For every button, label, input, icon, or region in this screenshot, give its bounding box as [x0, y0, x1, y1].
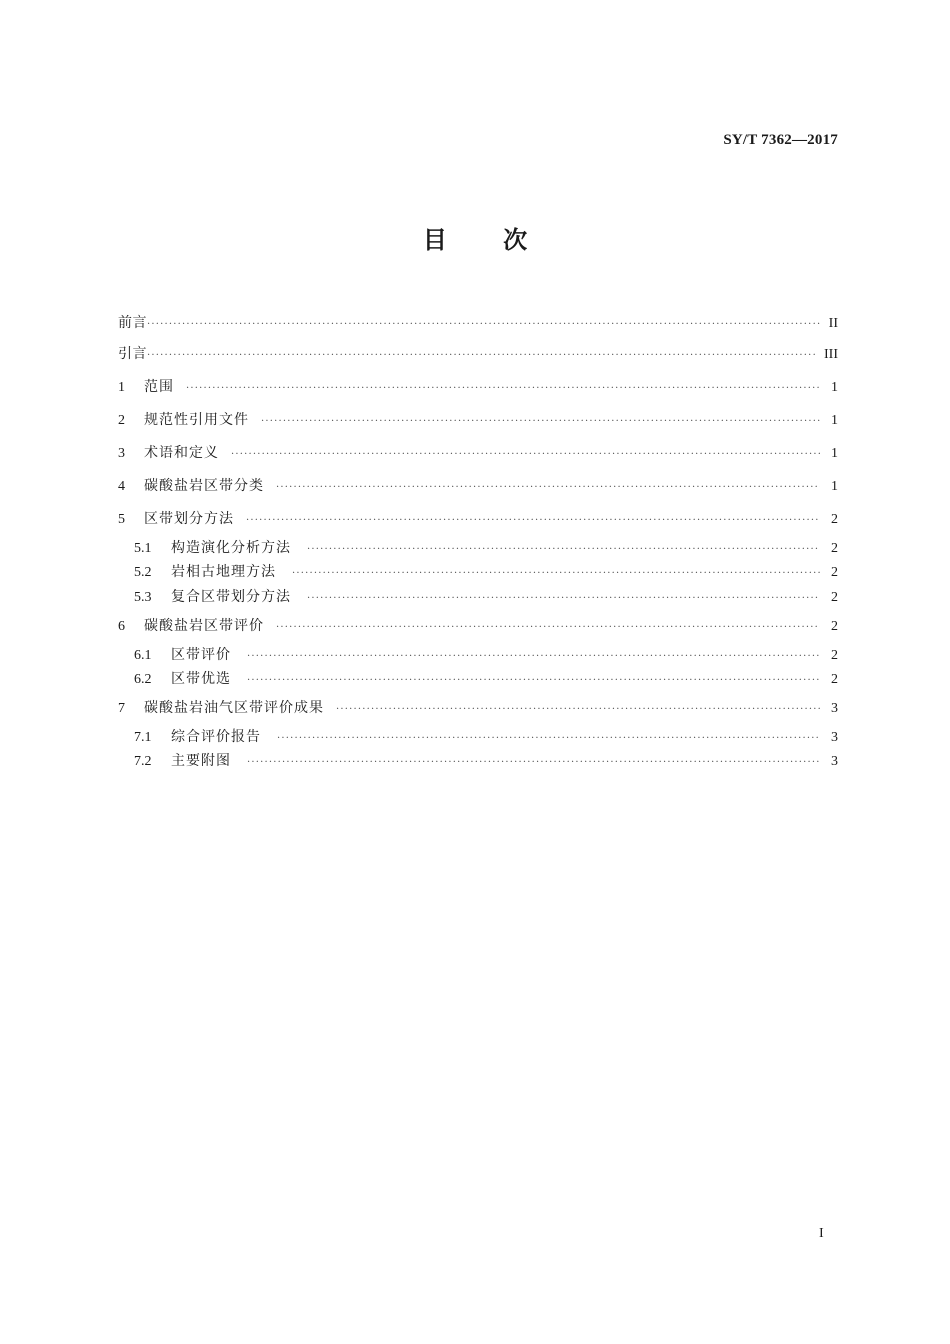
toc-entry-1[interactable]: [118, 376, 838, 396]
toc-entry-label: 综合评价报告: [171, 729, 261, 745]
toc-entry-7[interactable]: [118, 697, 838, 717]
toc-entry-number: 3: [118, 446, 125, 461]
toc-entry-label: 区带优选: [171, 671, 231, 687]
toc-entry-label: 构造演化分析方法: [171, 540, 291, 556]
toc-leader-dots: [307, 544, 820, 555]
toc-title-char-2: 次: [503, 226, 528, 254]
toc-entry-number: 2: [118, 413, 125, 428]
toc-entry-page: 1: [831, 446, 838, 461]
toc-leader-dots: [247, 675, 820, 686]
toc-entry-4[interactable]: [118, 475, 838, 495]
toc-entry-page: 1: [831, 413, 838, 428]
toc-entry-label: 区带划分方法: [144, 511, 234, 527]
toc-leader-dots: [147, 350, 816, 361]
toc-entry-7-1[interactable]: [134, 726, 838, 746]
toc-entry-number: 7: [118, 701, 125, 716]
toc-entry-number: 5.1: [134, 541, 152, 556]
toc-entry-page: 2: [831, 565, 838, 580]
toc-entry-page: 2: [831, 648, 838, 663]
toc-entry-label: 主要附图: [171, 753, 231, 769]
toc-entry-label: 碳酸盐岩区带分类: [144, 478, 264, 494]
toc-entry-page: 3: [831, 701, 838, 716]
toc-leader-dots: [276, 622, 820, 633]
toc-leader-dots: [276, 482, 820, 493]
toc-title: [0, 220, 950, 255]
toc-entry-number: 5.3: [134, 590, 152, 605]
toc-entry-5-1[interactable]: [134, 537, 838, 557]
toc-entry-number: 6.2: [134, 672, 152, 687]
toc-entry-6-2[interactable]: [134, 668, 838, 688]
toc-entry-2[interactable]: [118, 409, 838, 429]
toc-entry-6-1[interactable]: [134, 644, 838, 664]
toc-entry-label: 碳酸盐岩油气区带评价成果: [144, 700, 324, 716]
toc-leader-dots: [231, 449, 820, 460]
toc-entry-page: 2: [831, 619, 838, 634]
toc-entry-label: 引言: [118, 346, 147, 362]
toc-entry-number: 1: [118, 380, 125, 395]
toc-leader-dots: [186, 383, 820, 394]
page-number: I: [819, 1226, 824, 1241]
toc-entry-page: II: [828, 316, 838, 331]
toc-entry-6[interactable]: [118, 615, 838, 635]
standard-code: SY/T 7362—2017: [723, 132, 838, 148]
toc-entry-page: 2: [831, 512, 838, 527]
toc-leader-dots: [247, 651, 820, 662]
toc-entry-label: 术语和定义: [144, 445, 219, 461]
toc-entry-label: 前言: [118, 315, 147, 331]
toc-entry-7-2[interactable]: [134, 750, 838, 770]
toc-entry-label: 碳酸盐岩区带评价: [144, 618, 264, 634]
toc-entry-page: 1: [831, 479, 838, 494]
toc-entry-label: 岩相古地理方法: [171, 564, 276, 580]
toc-entry-5[interactable]: [118, 508, 838, 528]
toc-entry-5-3[interactable]: [134, 586, 838, 606]
toc-leader-dots: [246, 515, 820, 526]
toc-leader-dots: [277, 733, 820, 744]
toc-entry-page: 1: [831, 380, 838, 395]
toc-entry-number: 5: [118, 512, 125, 527]
toc-entry-foreword[interactable]: [118, 312, 838, 332]
toc-entry-page: 3: [831, 730, 838, 745]
toc-entry-number: 4: [118, 479, 125, 494]
toc-entry-introduction[interactable]: [118, 343, 838, 363]
toc-entry-number: 7.2: [134, 754, 152, 769]
toc-entry-page: 2: [831, 672, 838, 687]
toc-leader-dots: [147, 319, 820, 330]
toc-entry-label: 规范性引用文件: [144, 412, 249, 428]
toc-entry-page: 2: [831, 541, 838, 556]
toc-entry-label: 复合区带划分方法: [171, 589, 291, 605]
toc-leader-dots: [261, 416, 820, 427]
toc-entry-page: III: [824, 347, 838, 362]
toc-entry-number: 7.1: [134, 730, 152, 745]
toc-entry-5-2[interactable]: [134, 561, 838, 581]
toc-entry-3[interactable]: [118, 442, 838, 462]
toc-entry-number: 6.1: [134, 648, 152, 663]
toc-entry-page: 2: [831, 590, 838, 605]
toc-entry-label: 区带评价: [171, 647, 231, 663]
toc-leader-dots: [292, 568, 820, 579]
toc-entry-page: 3: [831, 754, 838, 769]
toc-entry-number: 5.2: [134, 565, 152, 580]
toc-title-char-1: 目: [422, 226, 447, 254]
toc-leader-dots: [247, 757, 820, 768]
toc-entry-label: 范围: [144, 379, 174, 395]
toc-leader-dots: [336, 704, 820, 715]
toc-leader-dots: [307, 593, 820, 604]
toc-entry-number: 6: [118, 619, 125, 634]
